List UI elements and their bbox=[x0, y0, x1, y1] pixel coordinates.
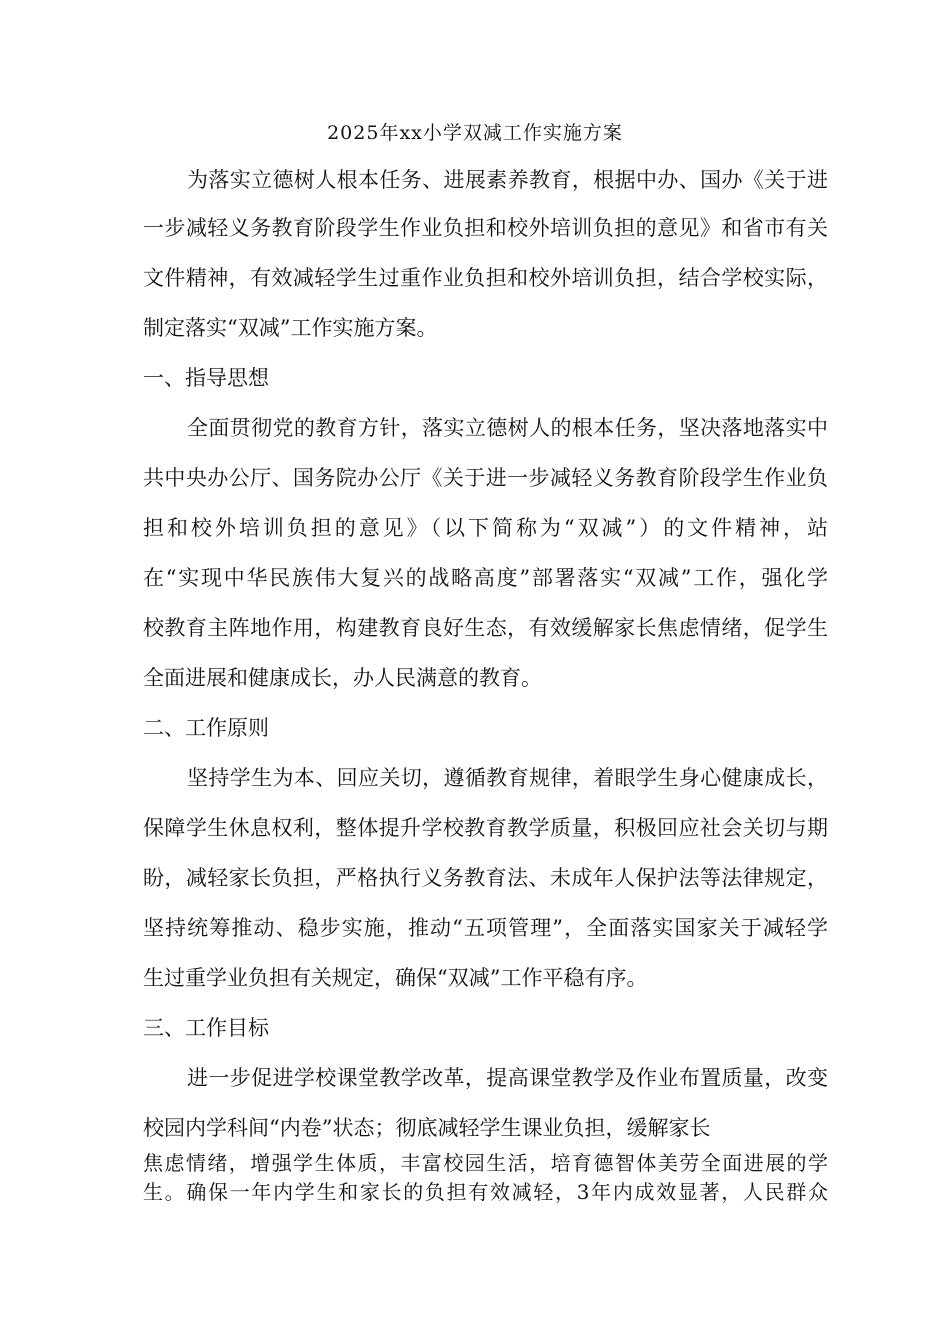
text-line: 在“实现中华民族伟大复兴的战略高度”部署落实“双减”工作，强化学 bbox=[143, 566, 828, 590]
text-line: 生过重学业负担有关规定，确保“双减”工作平稳有序。 bbox=[143, 966, 648, 990]
text-line: 坚持统筹推动、稳步实施，推动“五项管理”，全面落实国家关于减轻学 bbox=[143, 916, 828, 940]
section-heading: 二、工作原则 bbox=[143, 716, 269, 740]
text-line: 全面进展和健康成长，办人民满意的教育。 bbox=[143, 666, 542, 690]
text-line: 焦虑情绪，增强学生体质，丰富校园生活，培育德智体美劳全面进展的学 bbox=[143, 1151, 828, 1175]
text-line: 文件精神，有效减轻学生过重作业负担和校外培训负担，结合学校实际， bbox=[143, 266, 828, 290]
document-title: 2025年xx小学双减工作实施方案 bbox=[327, 122, 623, 144]
text-line: 为落实立德树人根本任务、进展素养教育，根据中办、国办《关于进 bbox=[187, 168, 828, 192]
text-line: 生。确保一年内学生和家长的负担有效减轻，3年内成效显著，人民群众 bbox=[143, 1180, 828, 1204]
section-heading: 一、指导思想 bbox=[143, 366, 269, 390]
text-line: 担和校外培训负担的意见》（以下简称为“双减”）的文件精神，站 bbox=[143, 516, 828, 540]
text-line: 坚持学生为本、回应关切，遵循教育规律，着眼学生身心健康成长， bbox=[187, 766, 828, 790]
text-line: 盼，减轻家长负担，严格执行义务教育法、未成年人保护法等法律规定， bbox=[143, 866, 828, 890]
text-line: 进一步促进学校课堂教学改革，提高课堂教学及作业布置质量，改变 bbox=[187, 1066, 828, 1090]
text-line: 校教育主阵地作用，构建教育良好生态，有效缓解家长焦虑情绪，促学生 bbox=[143, 616, 828, 640]
text-line: 保障学生休息权利，整体提升学校教育教学质量，积极回应社会关切与期 bbox=[143, 816, 828, 840]
text-line: 制定落实“双减”工作实施方案。 bbox=[143, 316, 438, 340]
section-heading: 三、工作目标 bbox=[143, 1016, 269, 1040]
text-line: 全面贯彻党的教育方针，落实立德树人的根本任务，坚决落地落实中 bbox=[187, 416, 828, 440]
text-line: 一步减轻义务教育阶段学生作业负担和校外培训负担的意见》和省市有关 bbox=[143, 216, 828, 240]
text-line: 共中央办公厅、国务院办公厅《关于进一步减轻义务教育阶段学生作业负 bbox=[143, 466, 828, 490]
text-line: 校园内学科间“内卷”状态；彻底减轻学生课业负担，缓解家长 bbox=[143, 1116, 711, 1140]
